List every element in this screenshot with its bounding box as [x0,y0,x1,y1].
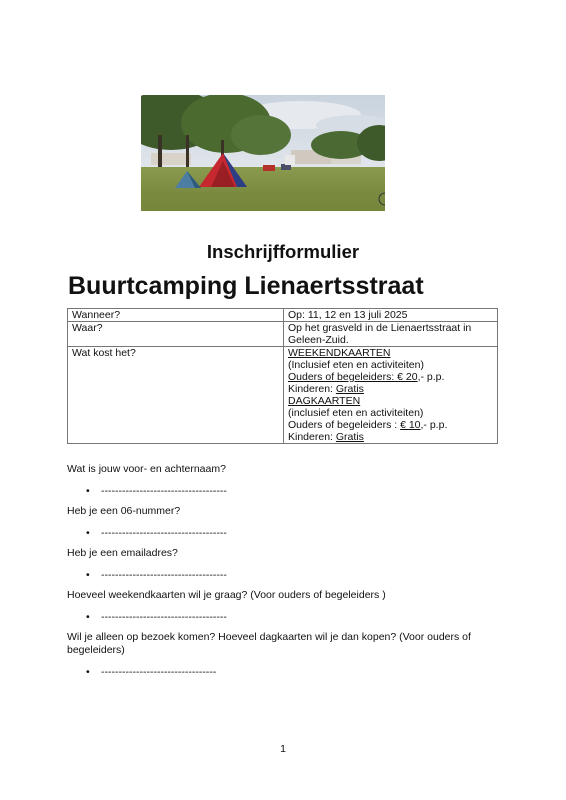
answer-line-weekend-tickets[interactable] [86,611,227,623]
where-line-2: Geleen-Zuid. [288,334,349,346]
answer-blank: ------------------------------------ [101,611,227,623]
question-day-tickets: Wil je alleen op bezoek komen? Hoeveel dagkaarten wil je dan kopen? (Voor ouders of begeleiders) [67,631,471,656]
page-number: 1 [280,743,286,755]
weekend-kids-value: Gratis [335,383,364,395]
day-note: (inclusief eten en activiteiten) [288,407,424,419]
page-title: Buurtcamping Lienaertsstraat [68,272,424,300]
row-key-when: Wanneer? [68,309,284,322]
answer-line-email[interactable] [86,569,227,581]
day-parents-prefix: Ouders of begeleiders : [288,419,401,431]
weekend-kids-prefix: Kinderen: [288,383,336,395]
question-weekend-tickets: Hoeveel weekendkaarten wil je graag? (Voor ouders of begeleiders ) [67,589,386,601]
bullet-icon: • [86,611,90,623]
answer-blank: ------------------------------------ [101,527,227,539]
row-value-where [284,322,498,347]
weekend-kids-price [288,383,493,395]
day-kids-prefix: Kinderen: [288,431,336,443]
answer-line-phone[interactable] [86,527,227,539]
row-key-where: Waar? [68,322,284,347]
camping-photo [141,95,385,211]
row-value-cost [284,347,498,444]
weekend-heading: WEEKENDKAARTEN [288,347,391,359]
when-value: Op: 11, 12 en 13 juli 2025 [288,309,408,321]
question-name: Wat is jouw voor- en achternaam? [67,463,226,475]
question-phone: Heb je een 06-nummer? [67,505,181,517]
answer-line-day-tickets[interactable] [86,666,216,678]
weekend-parents-price [288,371,493,383]
weekend-parents-suffix: ,- p.p. [417,371,445,383]
where-line-1: Op het grasveld in de Lienaertsstraat in [288,322,472,334]
bullet-icon: • [86,485,90,497]
table-row [68,322,498,347]
day-parents-price [288,419,493,431]
row-value-when [284,309,498,322]
weekend-note: (Inclusief eten en activiteiten) [288,359,424,371]
day-kids-value: Gratis [335,431,364,443]
day-heading: DAGKAARTEN [288,395,361,407]
day-parents-value: € 10 [400,419,421,431]
info-table [67,308,498,444]
weekend-parents-label: Ouders of begeleiders: € 20 [288,371,418,383]
answer-blank: ------------------------------------ [101,485,227,497]
bullet-icon: • [86,569,90,581]
answer-blank: --------------------------------- [101,666,217,678]
answer-line-name[interactable] [86,485,227,497]
bullet-icon: • [86,527,90,539]
table-row [68,309,498,322]
answer-blank: ------------------------------------ [101,569,227,581]
bullet-icon: • [86,666,90,678]
form-subtitle: Inschrijfformulier [206,241,360,262]
row-key-cost: Wat kost het? [68,347,284,444]
question-email: Heb je een emailadres? [67,547,178,559]
table-row [68,347,498,444]
day-parents-suffix: ,- p.p. [420,419,448,431]
day-kids-price [288,431,493,443]
